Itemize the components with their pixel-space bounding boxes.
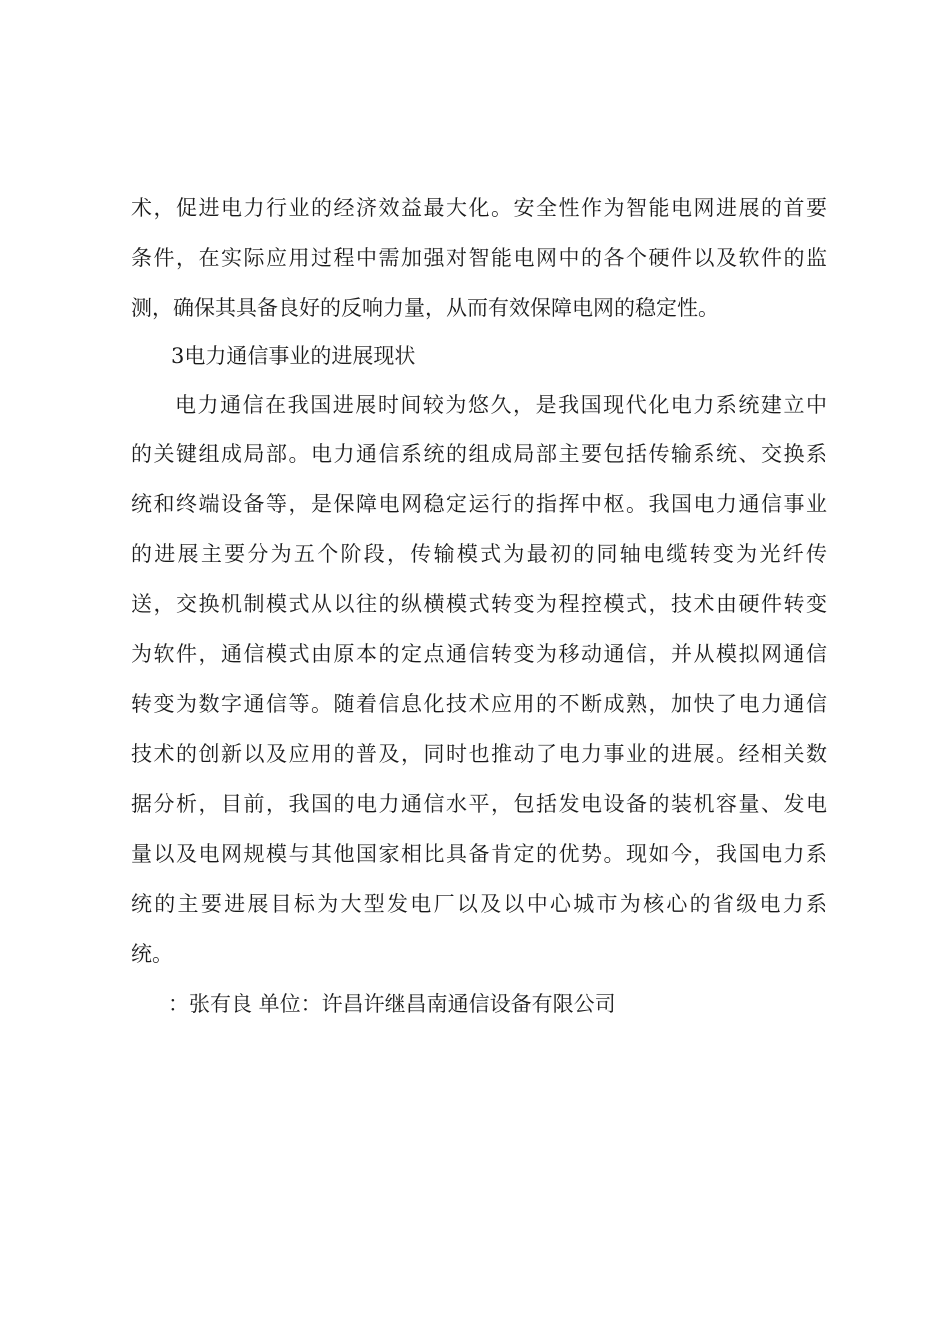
paragraph-line: 统的主要进展目标为大型发电厂以及以中心城市为核心的省级电力系 [131, 892, 827, 916]
paragraph-line: 量以及电网规模与其他国家相比具备肯定的优势。现如今，我国电力系 [131, 842, 827, 866]
paragraph-line: 测，确保其具备良好的反响力量，从而有效保障电网的稳定性。 [131, 296, 719, 320]
paragraph-line: 技术的创新以及应用的普及，同时也推动了电力事业的进展。经相关数 [131, 742, 827, 766]
paragraph-line: 电力通信在我国进展时间较为悠久，是我国现代化电力系统建立中 [175, 393, 827, 417]
paragraph-line: 的关键组成局部。电力通信系统的组成局部主要包括传输系统、交换系 [131, 442, 827, 466]
paragraph-line: 术，促进电力行业的经济效益最大化。安全性作为智能电网进展的首要 [131, 196, 827, 220]
paragraph-line: 送，交换机制模式从以往的纵横模式转变为程控模式，技术由硬件转变 [131, 592, 827, 616]
paragraph-line: 据分析，目前，我国的电力通信水平，包括发电设备的装机容量、发电 [131, 792, 827, 816]
author-line: ：张有良 单位：许昌许继昌南通信设备有限公司 [168, 992, 616, 1016]
section-heading: 3电力通信事业的进展现状 [171, 344, 416, 368]
paragraph-line: 条件，在实际应用过程中需加强对智能电网中的各个硬件以及软件的监 [131, 246, 827, 270]
paragraph-line: 统。 [131, 942, 173, 966]
paragraph-line: 的进展主要分为五个阶段，传输模式为最初的同轴电缆转变为光纤传 [131, 542, 827, 566]
paragraph-line: 转变为数字通信等。随着信息化技术应用的不断成熟，加快了电力通信 [131, 692, 827, 716]
paragraph-line: 统和终端设备等，是保障电网稳定运行的指挥中枢。我国电力通信事业 [131, 492, 827, 516]
paragraph-line: 为软件，通信模式由原本的定点通信转变为移动通信，并从模拟网通信 [131, 642, 827, 666]
